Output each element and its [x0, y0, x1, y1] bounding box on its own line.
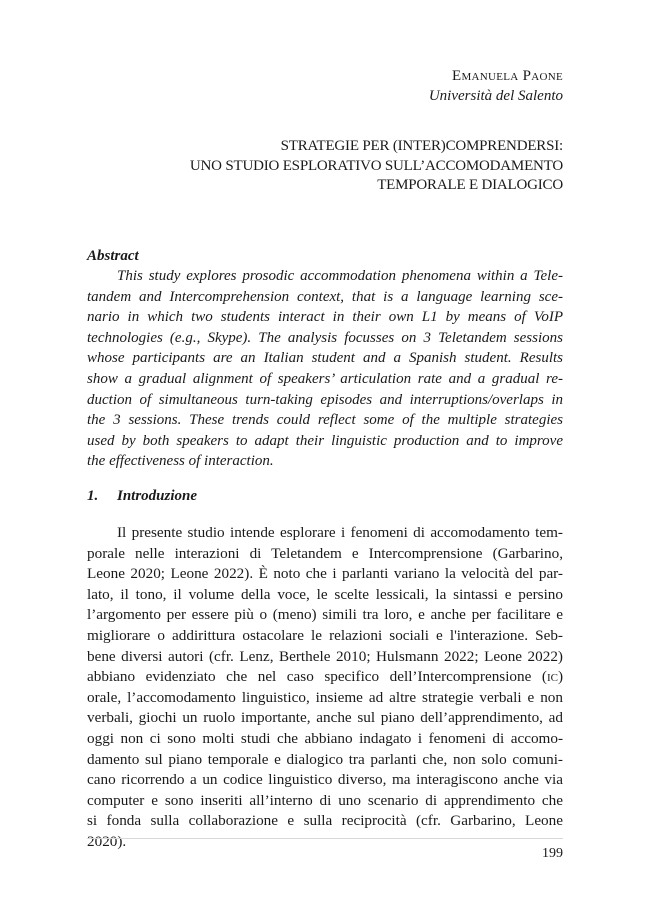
abstract-body [87, 266, 563, 472]
body-line: oggi non ci sono molti studi che abbiano indagato i fenomeni di accomo- [87, 729, 563, 747]
ic-abbreviation: ic [546, 668, 558, 686]
author-name: Emanuela Paone [451, 68, 563, 84]
body-line: 2020). [87, 832, 127, 850]
body-text [87, 523, 563, 853]
author-block [429, 66, 563, 106]
body-line: bene diversi autori (cfr. Lenz, Berthele 2010; Hulsmann 2022; Leone 2022) [87, 647, 563, 665]
body-line: cano ricorrendo a un codice linguistico diverso, ma interagiscono anche via [87, 771, 563, 789]
body-line: damento sul piano temporale e dialogico tra parlanti che, non solo comuni- [87, 750, 563, 768]
abstract-line: nario in which two students interact in their own L1 by means of VoIP [87, 309, 563, 326]
footer-divider [87, 838, 563, 839]
abstract-line: whose participants are an Italian student and a Spanish student. Results [87, 350, 563, 367]
title-line: TEMPORALE E DIALOGICO [377, 177, 563, 193]
abstract-heading: Abstract [87, 248, 139, 264]
body-line: orale, l’accomodamento linguistico, insieme ad altre strategie verbali e non [87, 688, 563, 706]
section-heading [87, 488, 197, 505]
body-line: migliorare o addirittura ostacolare le relazioni sociali e l'interazione. Seb- [87, 626, 563, 644]
abstract-line: the effectiveness of interaction. [87, 453, 274, 470]
title-line: UNO STUDIO ESPLORATIVO SULL’ACCOMODAMENTO [189, 157, 563, 174]
abstract-line: This study explores prosodic accommodation phenomena within a Tele- [117, 268, 563, 284]
ic-close-paren: ) [557, 668, 563, 686]
body-line: si fonda sulla collaborazione e sulla reciprocità (cfr. Garbarino, Leone [87, 812, 563, 830]
title-line: STRATEGIE PER (INTER)COMPRENDERSI: [280, 138, 563, 154]
body-line: Leone 2020; Leone 2022). È noto che i parlanti variano la velocità del par- [87, 565, 563, 583]
body-line: lato, il tono, il volume della voce, le scelte lessicali, la sintassi e persino [87, 585, 563, 603]
abstract-line: duction of simultaneous turn-taking episodes and interruptions/overlaps in [87, 391, 563, 408]
author-affiliation: Università del Salento [428, 88, 563, 104]
abstract-line: show a gradual alignment of speakers’ articulation rate and a gradual re- [87, 370, 563, 387]
page-number: 199 [542, 846, 563, 861]
body-line: computer e sono inseriti all’interno di uno scenario di apprendimento che [87, 791, 563, 809]
abstract-line: used by both speakers to adapt their linguistic production and to improve [87, 432, 563, 449]
paper-title [190, 137, 563, 196]
section-title: Introduzione [117, 488, 198, 504]
abstract-line: tandem and Intercomprehension context, that is a language learning sce- [87, 288, 563, 305]
body-line-text: abbiano evidenziato che nel caso specifico dell’Intercomprensione ( [87, 668, 547, 686]
body-line [87, 667, 563, 688]
section-number: 1. [87, 488, 99, 504]
abstract-line: technologies (e.g., Skype). The analysis focusses on 3 Teletandem sessions [87, 329, 563, 346]
body-line: Il presente studio intende esplorare i fenomeni di accomodamento tem- [117, 524, 563, 541]
body-line: verbali, giochi un ruolo importante, anche sul piano dell’apprendimento, ad [87, 709, 563, 727]
body-line: porale nelle interazioni di Teletandem e Intercomprensione (Garbarino, [87, 544, 563, 562]
body-line: l’argomento per essere più o (meno) simili tra loro, e anche per facilitare e [87, 606, 563, 624]
abstract-line: the 3 sessions. These trends could reflect some of the multiple strategies [87, 412, 563, 429]
